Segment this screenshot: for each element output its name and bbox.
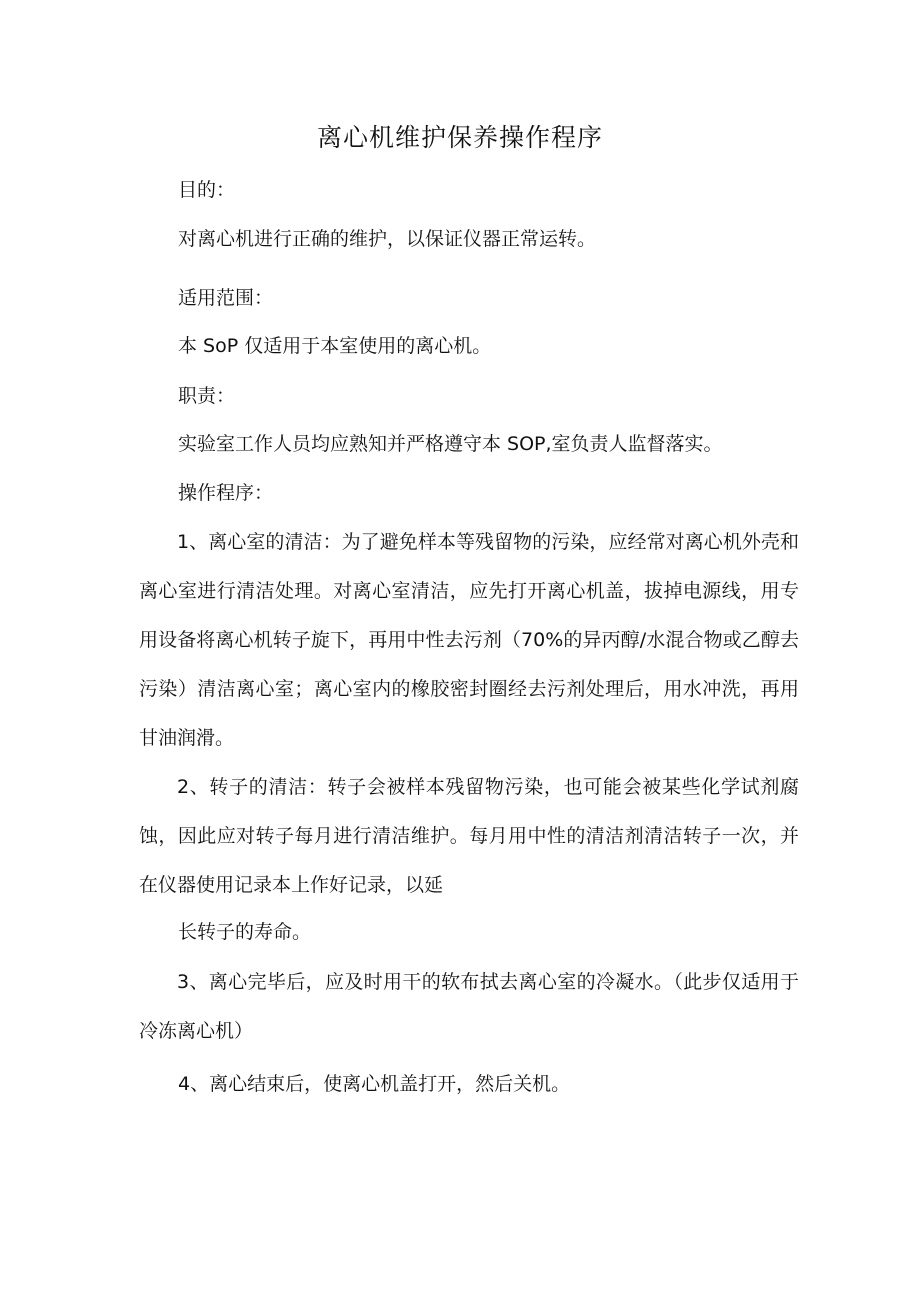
procedure-heading: 操作程序： (178, 482, 274, 504)
procedure-step-2: 2、转子的清洁：转子会被样本残留物污染，也可能会被某些化学试剂腐蚀，因此应对转子每月进行清洁维护。每月用中性的清洁剂清洁转子一次，并在仪器使用记录本上作好记录，以延 (139, 776, 799, 896)
purpose-heading: 目的： (178, 179, 236, 201)
scope-text: 本 SoP 仅适用于本室使用的离心机。 (178, 335, 492, 357)
document-title: 离心机维护保养操作程序 (316, 123, 603, 152)
procedure-step-2-continued: 长转子的寿命。 (178, 921, 312, 943)
duty-text: 实验室工作人员均应熟知并严格遵守本 SOP,室负责人监督落实。 (178, 433, 723, 455)
procedure-step-3: 3、离心完毕后，应及时用干的软布拭去离心室的冷凝水。（此步仅适用于冷冻离心机） (139, 971, 799, 1042)
procedure-step-4: 4、离心结束后，使离心机盖打开，然后关机。 (178, 1073, 571, 1095)
duty-heading: 职责： (178, 385, 236, 407)
purpose-text: 对离心机进行正确的维护，以保证仪器正常运转。 (178, 228, 597, 250)
procedure-step-1: 1、离心室的清洁：为了避免样本等残留物的污染，应经常对离心机外壳和离心室进行清洁处理。对离心室清洁，应先打开离心机盖，拔掉电源线，用专用设备将离心机转子旋下，再用中性去污剂（70%的异丙醇/水混合物或乙醇去污染）清洁离心室；离心室内的橡胶密封圈经去污剂处理后，用水冲洗，再用甘油润滑。 (139, 531, 799, 749)
scope-heading: 适用范围： (178, 287, 274, 309)
